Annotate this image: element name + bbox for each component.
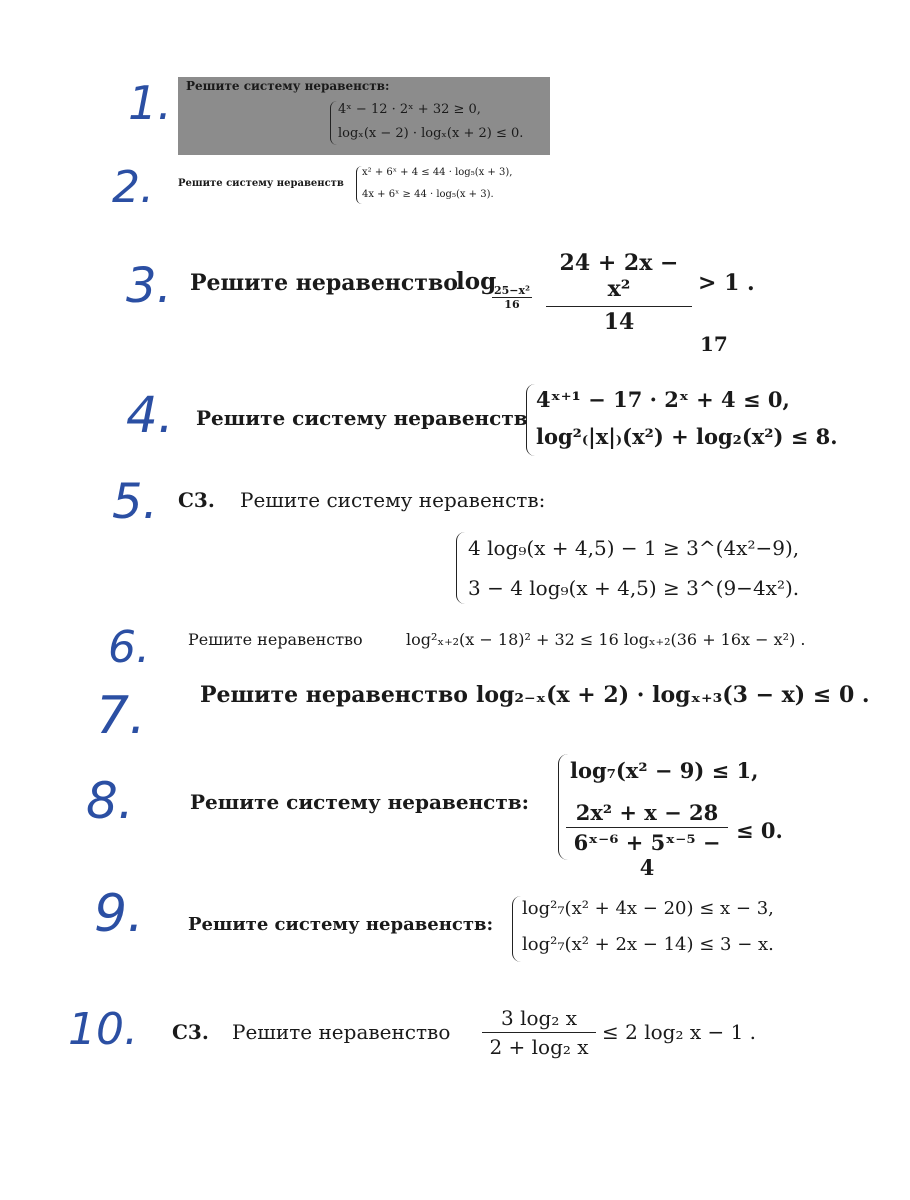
problem-number-10: 10. bbox=[68, 1004, 138, 1055]
problem-1-brace bbox=[330, 101, 337, 145]
problem-10-fraction bbox=[482, 1006, 596, 1059]
problem-9-brace bbox=[512, 896, 521, 962]
problem-number-5: 5. bbox=[112, 474, 158, 530]
problem-8-heading: Решите систему неравенств: bbox=[190, 790, 530, 814]
problem-10-tail: ≤ 2 log₂ x − 1 . bbox=[602, 1020, 757, 1044]
problem-8-frac-num: 2x² + x − 28 bbox=[566, 800, 728, 828]
problem-number-1: 1. bbox=[128, 76, 172, 130]
problem-6-expression: log²ₓ₊₂(x − 18)² + 32 ≤ 16 logₓ₊₂(36 + 16x − x²) . bbox=[406, 630, 806, 649]
problem-4-heading: Решите систему неравенств bbox=[196, 406, 528, 430]
problem-3-tail: > 1 . bbox=[698, 270, 755, 296]
problem-3-stray-digits: 17 bbox=[700, 332, 728, 356]
problem-9-heading: Решите систему неравенств: bbox=[188, 914, 494, 935]
problem-10-frac-num: 3 log₂ x bbox=[482, 1006, 596, 1033]
problem-number-8: 8. bbox=[86, 772, 134, 830]
problem-number-7: 7. bbox=[96, 686, 146, 746]
problem-3-base-num: 25−x² bbox=[494, 284, 530, 297]
problem-9-line-1: log²₇(x² + 4x − 20) ≤ x − 3, bbox=[522, 898, 774, 919]
problem-8-fraction bbox=[566, 800, 728, 880]
problem-8-tail: ≤ 0. bbox=[736, 818, 783, 843]
problem-number-4: 4. bbox=[126, 386, 174, 444]
problem-number-9: 9. bbox=[94, 884, 144, 944]
problem-9-line-2: log²₇(x² + 2x − 14) ≤ 3 − x. bbox=[522, 934, 774, 955]
problem-7-expression: log₂₋ₓ(x + 2) · logₓ₊₃(3 − x) ≤ 0 . bbox=[476, 682, 870, 708]
problem-5-heading: Решите систему неравенств: bbox=[240, 488, 546, 512]
problem-8-frac-den: 6ˣ⁻⁶ + 5ˣ⁻⁵ − 4 bbox=[573, 830, 721, 880]
problem-5-line-1: 4 log₉(x + 4,5) − 1 ≥ 3^(4x²−9), bbox=[468, 536, 800, 560]
problem-3-base bbox=[492, 284, 532, 311]
problem-3-frac-den: 14 bbox=[603, 309, 635, 335]
problem-5-line-2: 3 − 4 log₉(x + 4,5) ≥ 3^(9−4x²). bbox=[468, 576, 800, 600]
problem-10-frac-den: 2 + log₂ x bbox=[489, 1035, 589, 1059]
problem-2-line-1: x² + 6ˣ + 4 ≤ 44 · log₅(x + 3), bbox=[362, 167, 513, 178]
problem-1-line-1: 4ˣ − 12 · 2ˣ + 32 ≥ 0, bbox=[338, 102, 481, 117]
problem-6-heading: Решите неравенство bbox=[188, 630, 363, 649]
problem-3-frac-num: 24 + 2x − x² bbox=[546, 250, 692, 307]
problem-8-line-1: log₇(x² − 9) ≤ 1, bbox=[570, 758, 759, 783]
problem-number-3: 3. bbox=[126, 258, 172, 314]
problem-number-2: 2. bbox=[112, 162, 154, 213]
problem-3-stray-text bbox=[700, 332, 740, 356]
problem-4-line-2: log²₍|x|₎(x²) + log₂(x²) ≤ 8. bbox=[536, 424, 838, 449]
problem-4-brace bbox=[526, 384, 535, 456]
problem-2-line-2: 4x + 6ˣ ≥ 44 · log₅(x + 3). bbox=[362, 189, 494, 200]
problem-number-6: 6. bbox=[108, 622, 150, 673]
problem-1-heading: Решите систему неравенств: bbox=[186, 79, 390, 93]
problem-1-line-2: logₓ(x − 2) · logₓ(x + 2) ≤ 0. bbox=[338, 126, 524, 141]
problem-2-heading: Решите систему неравенств bbox=[178, 178, 344, 189]
problem-3-base-den: 16 bbox=[504, 298, 520, 311]
problem-3-log: log bbox=[456, 268, 497, 295]
problem-7-heading: Решите неравенство bbox=[200, 682, 468, 708]
problem-4-line-1: 4ˣ⁺¹ − 17 · 2ˣ + 4 ≤ 0, bbox=[536, 387, 790, 412]
problem-5-label: С3. bbox=[178, 488, 215, 512]
problem-10-heading: Решите неравенство bbox=[232, 1020, 451, 1044]
problem-3-fraction bbox=[546, 250, 692, 335]
problem-10-label: С3. bbox=[172, 1020, 209, 1044]
problem-3-heading: Решите неравенство bbox=[190, 270, 458, 296]
problem-5-brace bbox=[456, 532, 465, 604]
